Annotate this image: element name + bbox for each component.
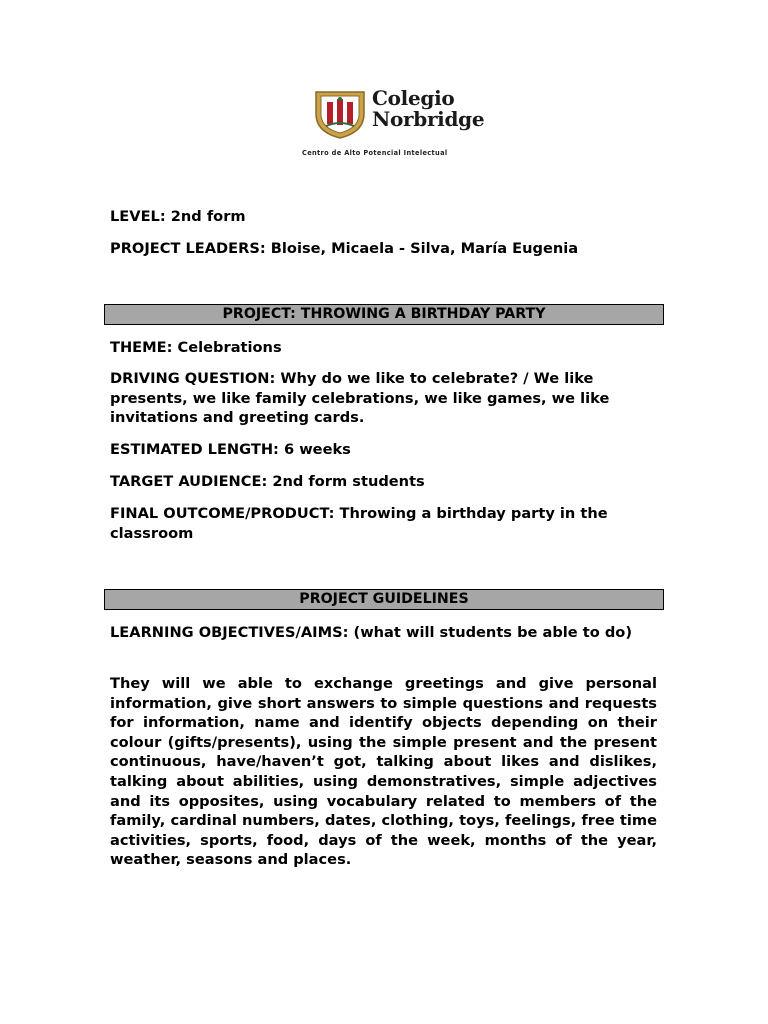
project-guidelines-banner: PROJECT GUIDELINES: [104, 589, 664, 610]
level-field: LEVEL: 2nd form: [110, 208, 246, 225]
learning-objectives-body: They will we able to exchange greetings and give personal information, give short answers to simple questions and requests for information, name and identify objects depending on their colour (gifts/presents), using the simple present and the present continuous, have/haven’t got, talking about likes and dislikes, talking about abilities, using demonstratives, simple adjectives and its opposites, using vocabulary related to members of the family, cardinal numbers, dates, clothing, toys, feelings, free time activities, sports, food, days of the week, months of the year, weather, seasons and places.: [110, 675, 657, 869]
school-logo: [300, 86, 485, 162]
school-name: [372, 88, 484, 130]
project-title-banner: PROJECT: THROWING A BIRTHDAY PARTY: [104, 304, 664, 325]
final-outcome-field: FINAL OUTCOME/PRODUCT: Throwing a birthday party in the classroom: [110, 505, 608, 542]
school-name-line2: Norbridge: [372, 107, 485, 131]
theme-field: THEME: Celebrations: [110, 339, 282, 356]
project-leaders-field: PROJECT LEADERS: Bloise, Micaela - Silva, María Eugenia: [110, 240, 579, 257]
learning-objectives-heading: LEARNING OBJECTIVES/AIMS: (what will students be able to do): [110, 624, 632, 641]
school-crest-icon: [312, 88, 368, 140]
school-name-line1: Colegio: [372, 86, 455, 110]
school-tagline: Centro de Alto Potencial Intelectual: [302, 149, 448, 157]
driving-question-field: DRIVING QUESTION: Why do we like to celebrate? / We like presents, we like family celebrations, we like games, we like invitations and greeting cards.: [110, 370, 610, 427]
target-audience-field: TARGET AUDIENCE: 2nd form students: [110, 473, 425, 490]
estimated-length-field: ESTIMATED LENGTH: 6 weeks: [110, 441, 351, 458]
